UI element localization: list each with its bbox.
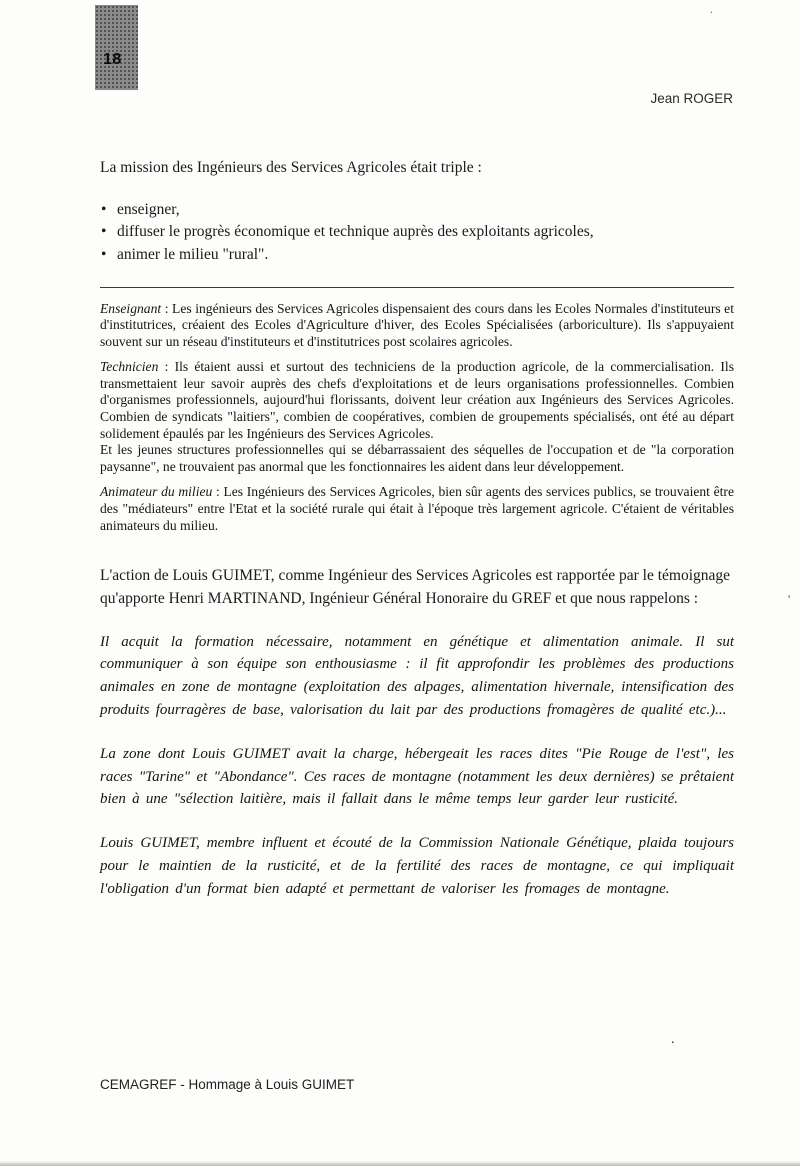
bullet-item: • animer le milieu "rural". <box>100 244 734 267</box>
testimony-quote-1: Il acquit la formation nécessaire, notamment en génétique et alimentation animale. Il sut communiquer à son équipe son enthousiasme : il fit approfondir les problèmes des productions animales en zone de montagne (exploitation des alpages, alimentation hivernale, intensification des produits fourragères de base, valorisation du lait par des productions fromagères de qualité etc.)... <box>100 633 734 718</box>
author-name: Jean ROGER <box>650 91 733 106</box>
role-lead-enseignant: Enseignant <box>100 300 162 316</box>
scan-edge-shadow <box>0 1161 800 1166</box>
role-text-enseignant: : Les ingénieurs des Services Agricoles dispensaient des cours dans les Ecoles Normales d'instituteurs et d'institutrices, créaient des Ecoles d'Agriculture d'hiver, des Ecoles Spécialisées (arboriculture). Ils s'appuyaient souvent sur un réseau d'instituteurs et d'institutrices post scolaires agricoles. <box>100 300 734 349</box>
page-content <box>100 157 734 922</box>
mission-intro: La mission des Ingénieurs des Services Agricoles était triple : <box>100 159 482 176</box>
role-lead-technicien: Technicien <box>100 359 159 375</box>
testimony-intro: L'action de Louis GUIMET, comme Ingénieur des Services Agricoles est rapportée par le témoignage qu'apporte Henri MARTINAND, Ingénieur Général Honoraire du GREF et que nous rappelons : <box>100 567 731 608</box>
testimony-quote-2: La zone dont Louis GUIMET avait la charge, hébergeait les races dites "Pie Rouge de l'est", les races "Tarine" et "Abondance". Ces races de montagne (notamment les deux dernières) se prêtaient bien à une "sélection laitière, mais il fallait dans le même temps leur garder leur rusticité. <box>100 745 734 808</box>
mission-bullet-list <box>100 199 734 267</box>
scan-artifact: . <box>710 2 713 16</box>
footer-text: CEMAGREF - Hommage à Louis GUIMET <box>100 1077 355 1092</box>
role-text-technicien: : Ils étaient aussi et surtout des techniciens de la production agricole, de la commercialisation. Ils transmettaient leur savoir auprès des chefs d'exploitations et de leurs organisations professionnelles. Combien d'organismes professionnels, aujourd'hui florissants, doivent leur création aux Ingénieurs des Services Agricoles. Combien de syndicats "laitiers", combien de coopératives, combien de groupements spécialisés, ont été au départ solidement épaulés par les Ingénieurs des Services Agricoles. <box>100 359 734 441</box>
paragraph-animateur <box>100 484 734 534</box>
bullet-item: • enseigner, <box>100 199 734 222</box>
page-number-block <box>95 5 138 90</box>
scan-artifact: ' <box>788 592 791 606</box>
bullet-item: • diffuser le progrès économique et technique auprès des exploitants agricoles, <box>100 221 734 244</box>
paragraph-technicien-cont: Et les jeunes structures professionnelles qui se débarrassaient des séquelles de l'occupation et de "la corporation paysanne", ne trouvaient pas anormal que les fonctionnaires les aident dans leur développement. <box>100 442 734 474</box>
role-text-animateur: : Les Ingénieurs des Services Agricoles, bien sûr agents des services publics, se trouvaient être des "médiateurs" entre l'Etat et la société rurale qui était à l'époque très largement agricole. C'étaient de véritables animateurs du milieu. <box>100 484 734 533</box>
page-number: 18 <box>103 51 122 68</box>
role-lead-animateur: Animateur du milieu <box>100 484 213 500</box>
scan-artifact: . <box>671 1032 675 1047</box>
paragraph-enseignant <box>100 301 734 351</box>
section-divider <box>100 287 734 288</box>
paragraph-technicien <box>100 359 734 442</box>
testimony-quote-3: Louis GUIMET, membre influent et écouté de la Commission Nationale Génétique, plaida toujours pour le maintien de la rusticité, et de la fertilité des races de montagne, ce qui impliquait l'obligation d'un format bien adapté et permettant de valoriser les fromages de montagne. <box>100 835 734 897</box>
